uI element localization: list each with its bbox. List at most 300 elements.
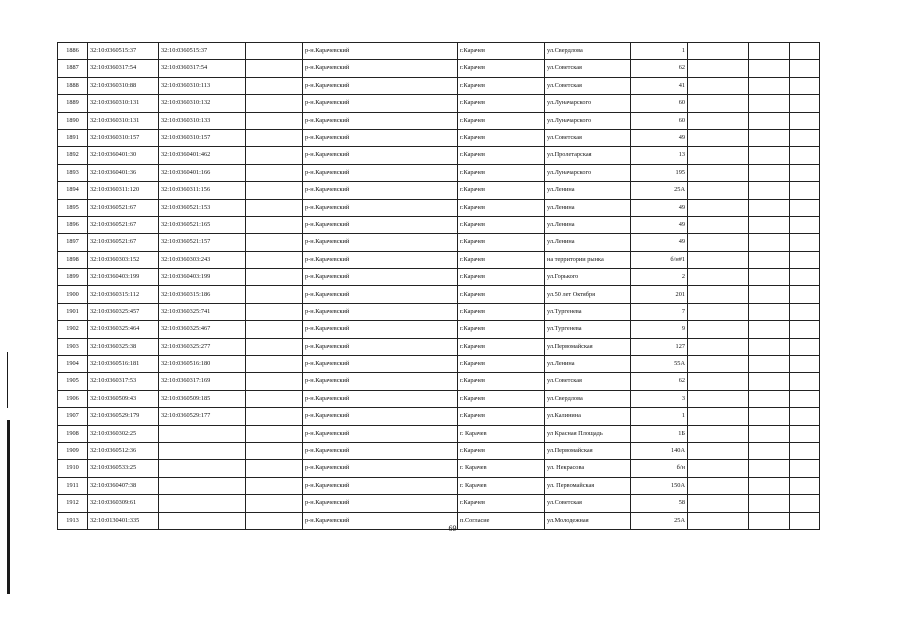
extra-cell	[749, 95, 790, 112]
cadastral-number: 32:10:0360302:25	[88, 425, 159, 442]
object-cadastral-number: 32:10:0360310:132	[159, 95, 246, 112]
extra-cell	[749, 77, 790, 94]
street: ул.Ленина	[545, 216, 631, 233]
extra-cell	[790, 147, 820, 164]
cadastral-number: 32:10:0360315:112	[88, 286, 159, 303]
district: р-н.Карачевский	[303, 373, 458, 390]
object-cadastral-number: 32:10:0360401:462	[159, 147, 246, 164]
table-row	[58, 234, 820, 251]
street: ул.Горького	[545, 269, 631, 286]
house-number: 60	[631, 112, 688, 129]
district: р-н.Карачевский	[303, 477, 458, 494]
district: р-н.Карачевский	[303, 129, 458, 146]
table-row	[58, 425, 820, 442]
house-number: 49	[631, 199, 688, 216]
empty-cell	[246, 129, 303, 146]
settlement: г.Карачев	[458, 286, 545, 303]
cadastral-number: 32:10:0360533:25	[88, 460, 159, 477]
district: р-н.Карачевский	[303, 338, 458, 355]
settlement: г.Карачев	[458, 43, 545, 60]
district: р-н.Карачевский	[303, 43, 458, 60]
empty-cell	[246, 495, 303, 512]
extra-cell	[749, 60, 790, 77]
extra-cell	[749, 390, 790, 407]
extra-cell	[749, 234, 790, 251]
street: ул.Ленина	[545, 182, 631, 199]
scan-edge-mark-lower	[7, 420, 10, 594]
district: р-н.Карачевский	[303, 234, 458, 251]
cadastral-number: 32:10:0360309:61	[88, 495, 159, 512]
empty-cell	[246, 199, 303, 216]
cadastral-number: 32:10:0360521:67	[88, 216, 159, 233]
extra-cell	[688, 477, 749, 494]
extra-cell	[749, 425, 790, 442]
street: ул. Первомайская	[545, 477, 631, 494]
extra-cell	[688, 147, 749, 164]
extra-cell	[688, 495, 749, 512]
house-number: 62	[631, 60, 688, 77]
extra-cell	[790, 269, 820, 286]
cadastral-number: 32:10:0360403:199	[88, 269, 159, 286]
table-row	[58, 373, 820, 390]
object-cadastral-number: 32:10:0360403:199	[159, 269, 246, 286]
district: р-н.Карачевский	[303, 460, 458, 477]
table-row	[58, 60, 820, 77]
district: р-н.Карачевский	[303, 182, 458, 199]
extra-cell	[749, 303, 790, 320]
empty-cell	[246, 442, 303, 459]
row-number: 1887	[58, 60, 88, 77]
row-number: 1899	[58, 269, 88, 286]
street: ул.Свердлова	[545, 43, 631, 60]
cadastral-number: 32:10:0360407:38	[88, 477, 159, 494]
row-number: 1902	[58, 321, 88, 338]
settlement: г.Карачев	[458, 338, 545, 355]
table-row	[58, 199, 820, 216]
house-number: б/н#1	[631, 251, 688, 268]
table-row	[58, 408, 820, 425]
extra-cell	[749, 164, 790, 181]
extra-cell	[790, 321, 820, 338]
house-number: 140А	[631, 442, 688, 459]
extra-cell	[790, 460, 820, 477]
extra-cell	[688, 251, 749, 268]
extra-cell	[688, 77, 749, 94]
cadastral-number: 32:10:0360325:38	[88, 338, 159, 355]
object-cadastral-number	[159, 425, 246, 442]
object-cadastral-number	[159, 495, 246, 512]
empty-cell	[246, 356, 303, 373]
object-cadastral-number: 32:10:0360317:169	[159, 373, 246, 390]
extra-cell	[749, 356, 790, 373]
house-number: 9	[631, 321, 688, 338]
object-cadastral-number: 32:10:0360515:37	[159, 43, 246, 60]
extra-cell	[749, 477, 790, 494]
extra-cell	[688, 269, 749, 286]
house-number: 49	[631, 234, 688, 251]
extra-cell	[790, 425, 820, 442]
extra-cell	[749, 408, 790, 425]
house-number: 25А	[631, 512, 688, 529]
empty-cell	[246, 338, 303, 355]
house-number: 55А	[631, 356, 688, 373]
object-cadastral-number: 32:10:0360317:54	[159, 60, 246, 77]
row-number: 1913	[58, 512, 88, 529]
object-cadastral-number: 32:10:0360521:157	[159, 234, 246, 251]
street: ул.Советская	[545, 373, 631, 390]
settlement: г.Карачев	[458, 442, 545, 459]
extra-cell	[688, 112, 749, 129]
district: р-н.Карачевский	[303, 216, 458, 233]
district: р-н.Карачевский	[303, 495, 458, 512]
street: ул.Тургенева	[545, 303, 631, 320]
row-number: 1898	[58, 251, 88, 268]
house-number: 2	[631, 269, 688, 286]
street: ул.Луначарского	[545, 95, 631, 112]
object-cadastral-number: 32:10:0360315:186	[159, 286, 246, 303]
extra-cell	[749, 112, 790, 129]
empty-cell	[246, 164, 303, 181]
extra-cell	[790, 129, 820, 146]
object-cadastral-number	[159, 477, 246, 494]
row-number: 1906	[58, 390, 88, 407]
table-row	[58, 303, 820, 320]
object-cadastral-number: 32:10:0360529:177	[159, 408, 246, 425]
extra-cell	[688, 286, 749, 303]
empty-cell	[246, 373, 303, 390]
extra-cell	[790, 373, 820, 390]
street: ул. Некрасова	[545, 460, 631, 477]
street: ул.Первомайская	[545, 338, 631, 355]
cadastral-number: 32:10:0360317:53	[88, 373, 159, 390]
settlement: г.Карачев	[458, 251, 545, 268]
extra-cell	[688, 442, 749, 459]
cadastral-number: 32:10:0360310:131	[88, 112, 159, 129]
cadastral-number: 32:10:0360401:36	[88, 164, 159, 181]
cadastral-number: 32:10:0360325:457	[88, 303, 159, 320]
extra-cell	[790, 199, 820, 216]
cadastral-number: 32:10:0360521:67	[88, 199, 159, 216]
extra-cell	[790, 477, 820, 494]
district: р-н.Карачевский	[303, 286, 458, 303]
settlement: г.Карачев	[458, 373, 545, 390]
row-number: 1911	[58, 477, 88, 494]
extra-cell	[688, 356, 749, 373]
district: р-н.Карачевский	[303, 112, 458, 129]
street: ул.50 лет Октября	[545, 286, 631, 303]
settlement: г.Карачев	[458, 234, 545, 251]
street: ул.Ленина	[545, 234, 631, 251]
object-cadastral-number: 32:10:0360325:467	[159, 321, 246, 338]
empty-cell	[246, 251, 303, 268]
extra-cell	[688, 182, 749, 199]
district: р-н.Карачевский	[303, 164, 458, 181]
street: ул.Советская	[545, 60, 631, 77]
district: р-н.Карачевский	[303, 303, 458, 320]
cadastral-number: 32:10:0360529:179	[88, 408, 159, 425]
extra-cell	[790, 234, 820, 251]
district: р-н.Карачевский	[303, 269, 458, 286]
street: ул Красная Площадь	[545, 425, 631, 442]
extra-cell	[749, 460, 790, 477]
empty-cell	[246, 390, 303, 407]
table-row	[58, 321, 820, 338]
row-number: 1910	[58, 460, 88, 477]
house-number: 201	[631, 286, 688, 303]
object-cadastral-number: 32:10:0360325:741	[159, 303, 246, 320]
district: р-н.Карачевский	[303, 60, 458, 77]
table-row	[58, 286, 820, 303]
settlement: г.Карачев	[458, 269, 545, 286]
district: р-н.Карачевский	[303, 321, 458, 338]
empty-cell	[246, 77, 303, 94]
extra-cell	[688, 321, 749, 338]
cadastral-number: 32:10:0360317:54	[88, 60, 159, 77]
extra-cell	[688, 60, 749, 77]
table-row	[58, 164, 820, 181]
street: ул.Ленина	[545, 199, 631, 216]
empty-cell	[246, 408, 303, 425]
extra-cell	[749, 442, 790, 459]
house-number: 1Б	[631, 425, 688, 442]
street: ул.Свердлова	[545, 390, 631, 407]
empty-cell	[246, 182, 303, 199]
row-number: 1912	[58, 495, 88, 512]
district: р-н.Карачевский	[303, 356, 458, 373]
settlement: г.Карачев	[458, 112, 545, 129]
house-number: 127	[631, 338, 688, 355]
settlement: г. Карачев	[458, 477, 545, 494]
row-number: 1894	[58, 182, 88, 199]
extra-cell	[688, 199, 749, 216]
table-row	[58, 356, 820, 373]
page-number: 69	[448, 524, 457, 533]
extra-cell	[749, 251, 790, 268]
row-number: 1891	[58, 129, 88, 146]
cadastral-number: 32:10:0360325:464	[88, 321, 159, 338]
settlement: г.Карачев	[458, 356, 545, 373]
settlement: г.Карачев	[458, 408, 545, 425]
object-cadastral-number: 32:10:0360311:156	[159, 182, 246, 199]
settlement: г.Карачев	[458, 77, 545, 94]
house-number: 60	[631, 95, 688, 112]
street: ул.Первомайская	[545, 442, 631, 459]
empty-cell	[246, 303, 303, 320]
row-number: 1908	[58, 425, 88, 442]
object-cadastral-number: 32:10:0360310:133	[159, 112, 246, 129]
empty-cell	[246, 112, 303, 129]
extra-cell	[790, 303, 820, 320]
extra-cell	[749, 43, 790, 60]
extra-cell	[749, 495, 790, 512]
row-number: 1904	[58, 356, 88, 373]
extra-cell	[790, 77, 820, 94]
settlement: г.Карачев	[458, 303, 545, 320]
street: ул.Молодежная	[545, 512, 631, 529]
extra-cell	[749, 129, 790, 146]
extra-cell	[749, 199, 790, 216]
extra-cell	[688, 425, 749, 442]
empty-cell	[246, 60, 303, 77]
cadastral-number: 32:10:0360310:157	[88, 129, 159, 146]
district: р-н.Карачевский	[303, 512, 458, 529]
row-number: 1901	[58, 303, 88, 320]
table-row	[58, 460, 820, 477]
empty-cell	[246, 234, 303, 251]
street: на территории рынка	[545, 251, 631, 268]
cadastral-number: 32:10:0360521:67	[88, 234, 159, 251]
district: р-н.Карачевский	[303, 442, 458, 459]
extra-cell	[688, 216, 749, 233]
row-number: 1889	[58, 95, 88, 112]
object-cadastral-number: 32:10:0360401:166	[159, 164, 246, 181]
object-cadastral-number: 32:10:0360516:180	[159, 356, 246, 373]
settlement: г.Карачев	[458, 495, 545, 512]
empty-cell	[246, 95, 303, 112]
street: ул.Советская	[545, 129, 631, 146]
row-number: 1905	[58, 373, 88, 390]
object-cadastral-number: 32:10:0360521:165	[159, 216, 246, 233]
object-cadastral-number	[159, 442, 246, 459]
row-number: 1888	[58, 77, 88, 94]
extra-cell	[790, 390, 820, 407]
empty-cell	[246, 425, 303, 442]
house-number: 41	[631, 77, 688, 94]
settlement: г.Карачев	[458, 164, 545, 181]
cadastral-number: 32:10:0360310:131	[88, 95, 159, 112]
empty-cell	[246, 477, 303, 494]
street: ул.Тургенева	[545, 321, 631, 338]
district: р-н.Карачевский	[303, 425, 458, 442]
house-number: 58	[631, 495, 688, 512]
street: ул.Луначарского	[545, 164, 631, 181]
cadastral-number: 32:10:0360401:30	[88, 147, 159, 164]
extra-cell	[688, 390, 749, 407]
extra-cell	[749, 321, 790, 338]
house-number: 1	[631, 408, 688, 425]
extra-cell	[688, 43, 749, 60]
street: ул.Советская	[545, 495, 631, 512]
scan-edge-mark-upper	[7, 352, 8, 408]
district: р-н.Карачевский	[303, 77, 458, 94]
extra-cell	[749, 269, 790, 286]
extra-cell	[688, 234, 749, 251]
street: ул.Советская	[545, 77, 631, 94]
cadastral-number: 32:10:0360310:88	[88, 77, 159, 94]
extra-cell	[749, 182, 790, 199]
extra-cell	[790, 216, 820, 233]
street: ул.Луначарского	[545, 112, 631, 129]
extra-cell	[790, 182, 820, 199]
cadastral-number: 32:10:0360311:120	[88, 182, 159, 199]
object-cadastral-number: 32:10:0360521:153	[159, 199, 246, 216]
row-number: 1895	[58, 199, 88, 216]
empty-cell	[246, 460, 303, 477]
extra-cell	[688, 373, 749, 390]
extra-cell	[688, 338, 749, 355]
district: р-н.Карачевский	[303, 408, 458, 425]
extra-cell	[749, 147, 790, 164]
extra-cell	[790, 338, 820, 355]
table-row	[58, 182, 820, 199]
row-number: 1893	[58, 164, 88, 181]
empty-cell	[246, 147, 303, 164]
extra-cell	[790, 356, 820, 373]
row-number: 1892	[58, 147, 88, 164]
row-number: 1903	[58, 338, 88, 355]
empty-cell	[246, 43, 303, 60]
district: р-н.Карачевский	[303, 199, 458, 216]
extra-cell	[688, 303, 749, 320]
table-row	[58, 147, 820, 164]
settlement: г.Карачев	[458, 199, 545, 216]
extra-cell	[790, 112, 820, 129]
table-row	[58, 495, 820, 512]
settlement: г.Карачев	[458, 60, 545, 77]
district: р-н.Карачевский	[303, 95, 458, 112]
table-row	[58, 95, 820, 112]
extra-cell	[790, 95, 820, 112]
object-cadastral-number: 32:10:0360303:243	[159, 251, 246, 268]
cadastral-number: 32:10:0360512:36	[88, 442, 159, 459]
extra-cell	[749, 338, 790, 355]
extra-cell	[790, 495, 820, 512]
settlement: г. Карачев	[458, 425, 545, 442]
settlement: г.Карачев	[458, 216, 545, 233]
extra-cell	[688, 129, 749, 146]
cadastral-number: 32:10:0360516:181	[88, 356, 159, 373]
settlement: г.Карачев	[458, 390, 545, 407]
house-number: б/н	[631, 460, 688, 477]
house-number: 25А	[631, 182, 688, 199]
table-row	[58, 112, 820, 129]
table-row	[58, 390, 820, 407]
house-number: 49	[631, 216, 688, 233]
extra-cell	[790, 442, 820, 459]
extra-cell	[688, 460, 749, 477]
house-number: 62	[631, 373, 688, 390]
house-number: 49	[631, 129, 688, 146]
settlement: п.Согласие	[458, 512, 545, 529]
register-table	[57, 42, 820, 530]
cadastral-number: 32:10:0360515:37	[88, 43, 159, 60]
empty-cell	[246, 216, 303, 233]
row-number: 1897	[58, 234, 88, 251]
table-row	[58, 129, 820, 146]
row-number: 1890	[58, 112, 88, 129]
empty-cell	[246, 269, 303, 286]
extra-cell	[749, 216, 790, 233]
object-cadastral-number: 32:10:0360509:185	[159, 390, 246, 407]
row-number: 1907	[58, 408, 88, 425]
house-number: 1	[631, 43, 688, 60]
extra-cell	[749, 373, 790, 390]
table-row	[58, 338, 820, 355]
cadastral-number: 32:10:0360303:152	[88, 251, 159, 268]
house-number: 13	[631, 147, 688, 164]
extra-cell	[790, 60, 820, 77]
extra-cell	[790, 286, 820, 303]
settlement: г. Карачев	[458, 460, 545, 477]
extra-cell	[688, 408, 749, 425]
house-number: 195	[631, 164, 688, 181]
object-cadastral-number: 32:10:0360310:157	[159, 129, 246, 146]
settlement: г.Карачев	[458, 95, 545, 112]
settlement: г.Карачев	[458, 321, 545, 338]
row-number: 1900	[58, 286, 88, 303]
extra-cell	[749, 286, 790, 303]
empty-cell	[246, 321, 303, 338]
